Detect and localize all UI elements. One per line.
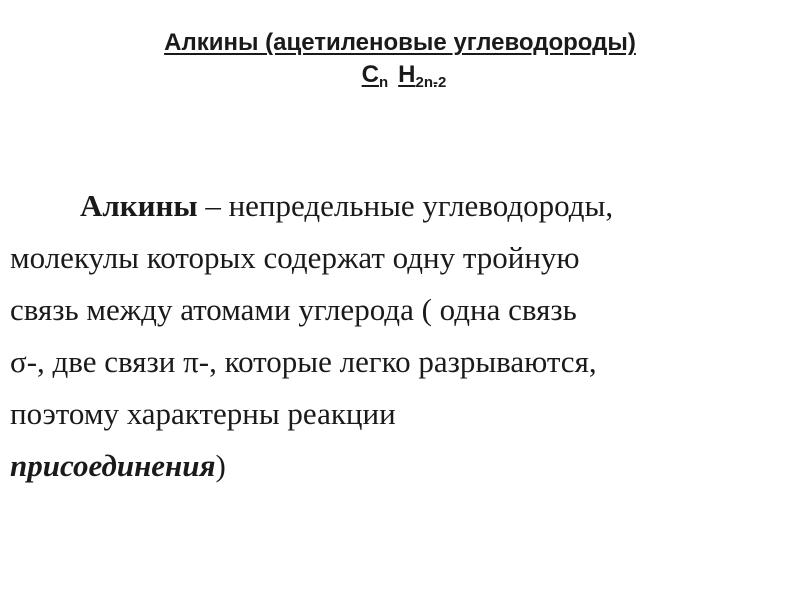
definition-paragraph	[10, 180, 780, 492]
definition-line-1	[10, 180, 780, 232]
definition-line-6	[10, 440, 780, 492]
slide-title: Алкины (ацетиленовые углеводороды)	[164, 29, 636, 56]
emphasized-term: присоединения	[10, 448, 216, 483]
formula-carbon: C	[361, 61, 379, 88]
definition-line-2: молекулы которых содержат одну тройную	[10, 240, 580, 275]
general-formula	[8, 60, 800, 90]
formula-hydrogen-subscript: 2n-2	[415, 74, 447, 91]
formula-carbon-subscript: n	[378, 74, 389, 91]
definition-line-5: поэтому характерны реакции	[10, 396, 396, 431]
definition-line-3: связь между атомами углерода ( одна связь	[10, 292, 577, 327]
formula-hydrogen: H	[398, 61, 416, 88]
title-block	[0, 28, 800, 90]
closing-parenthesis: )	[215, 448, 226, 483]
defined-term: Алкины	[80, 188, 198, 223]
definition-line-1-text: – непредельные углеводороды,	[197, 188, 614, 223]
definition-line-4: σ-, две связи π-, которые легко разрываются,	[10, 344, 597, 379]
